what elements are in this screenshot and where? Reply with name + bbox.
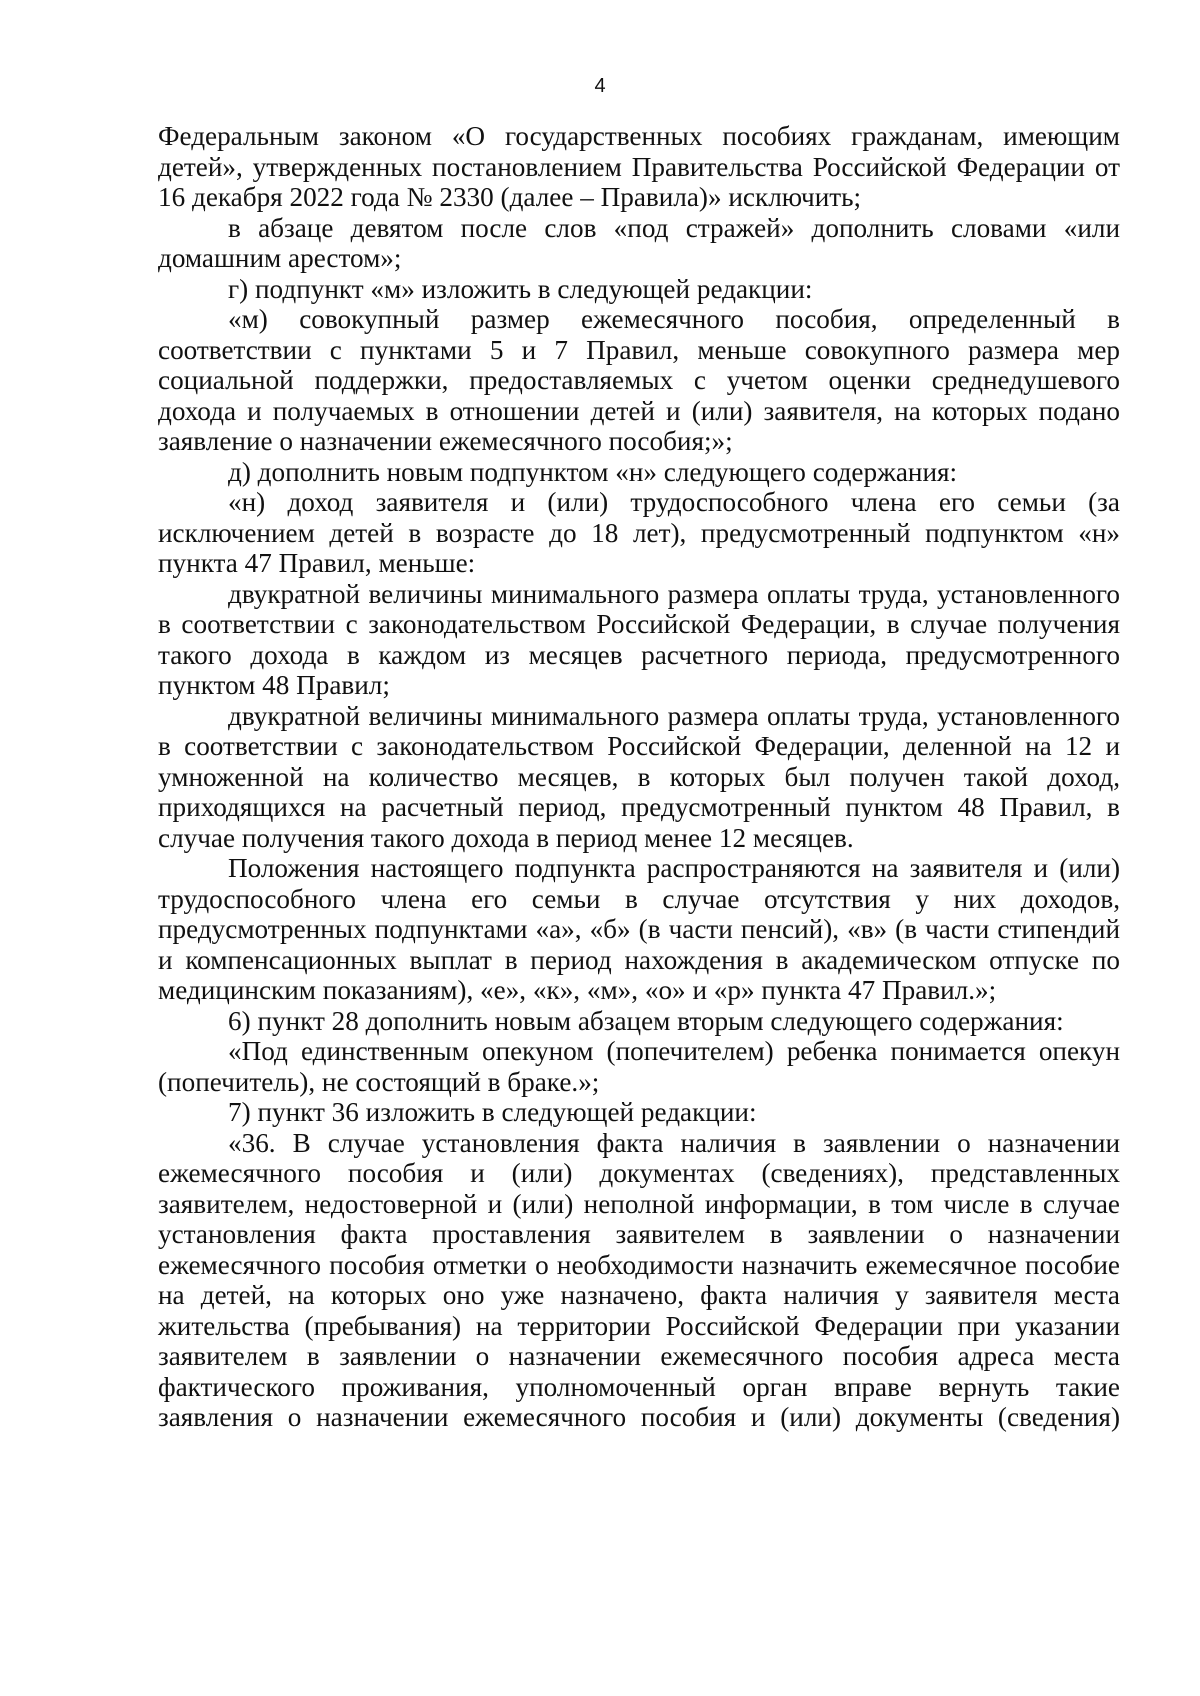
paragraph: 6) пункт 28 дополнить новым абзацем вторым следующего содержания: — [228, 1005, 1064, 1036]
paragraph: двукратной величины минимального размера оплаты труда, установленного в соответствии с законодательством Российской Федерации, в случае получения такого дохода в каждом из месяцев расчетного периода, предусмотренного пунктом 48 Правил; — [158, 578, 1120, 700]
paragraph: д) дополнить новым подпунктом «н» следующего содержания: — [228, 456, 958, 487]
paragraph: Федеральным законом «О государственных пособиях гражданам, имеющим детей», утвержденных постановлением Правительства Российской Федерации от 16 декабря 2022 года № 2330 (далее – Правила)» исключить; — [158, 121, 1120, 212]
page-number: 4 — [594, 75, 606, 97]
paragraph: «м) совокупный размер ежемесячного пособия, определенный в соответствии с пунктами 5 и 7 Правил, меньше совокупного размера мер социальной поддержки, предоставляемых с учетом оценки среднедушевого дохода и получаемых в отношении детей и (или) заявителя, на которых подано заявление о назначении ежемесячного пособия;»; — [158, 304, 1120, 456]
paragraph: Положения настоящего подпункта распространяются на заявителя и (или) трудоспособного члена его семьи в случае отсутствия у них доходов, предусмотренных подпунктами «а», «б» (в части пенсий), «в» (в части стипендий и компенсационных выплат в период нахождения в академическом отпуске по медицинским показаниям), «е», «к», «м», «о» и «р» пункта 47 Правил.»; — [158, 853, 1120, 1005]
paragraph: двукратной величины минимального размера оплаты труда, установленного в соответствии с законодательством Российской Федерации, деленной на 12 и умноженной на количество месяцев, в которых был получен такой доход, приходящихся на расчетный период, предусмотренный пунктом 48 Правил, в случае получения такого дохода в период менее 12 месяцев. — [158, 700, 1120, 853]
paragraph: «Под единственным опекуном (попечителем) ребенка понимается опекун (попечитель), не состоящий в браке.»; — [158, 1036, 1120, 1097]
paragraph: г) подпункт «м» изложить в следующей редакции: — [228, 273, 813, 304]
paragraph: «н) доход заявителя и (или) трудоспособного члена его семьи (за исключением детей в возрасте до 18 лет), предусмотренный подпунктом «н» пункта 47 Правил, меньше: — [158, 487, 1120, 578]
paragraph: 7) пункт 36 изложить в следующей редакции: — [228, 1097, 757, 1127]
document-body — [158, 121, 1120, 1433]
paragraph: в абзаце девятом после слов «под стражей» дополнить словами «или домашним арестом»; — [158, 212, 1120, 273]
paragraph: «36. В случае установления факта наличия в заявлении о назначении ежемесячного пособия и (или) документах (сведениях), представленных заявителем, недостоверной и (или) неполной информации, в том числе в случае установления факта проставления заявителем в заявлении о назначении ежемесячного пособия отметки о необходимости назначить ежемесячное пособие на детей, на которых оно уже назначено, факта наличия у заявителя места жительства (пребывания) на территории Российской Федерации при указании заявителем в заявлении о назначении ежемесячного пособия адреса места фактического проживания, уполномоченный орган вправе вернуть такие заявления о назначении ежемесячного пособия и (или) документы (сведения) — [158, 1127, 1120, 1432]
